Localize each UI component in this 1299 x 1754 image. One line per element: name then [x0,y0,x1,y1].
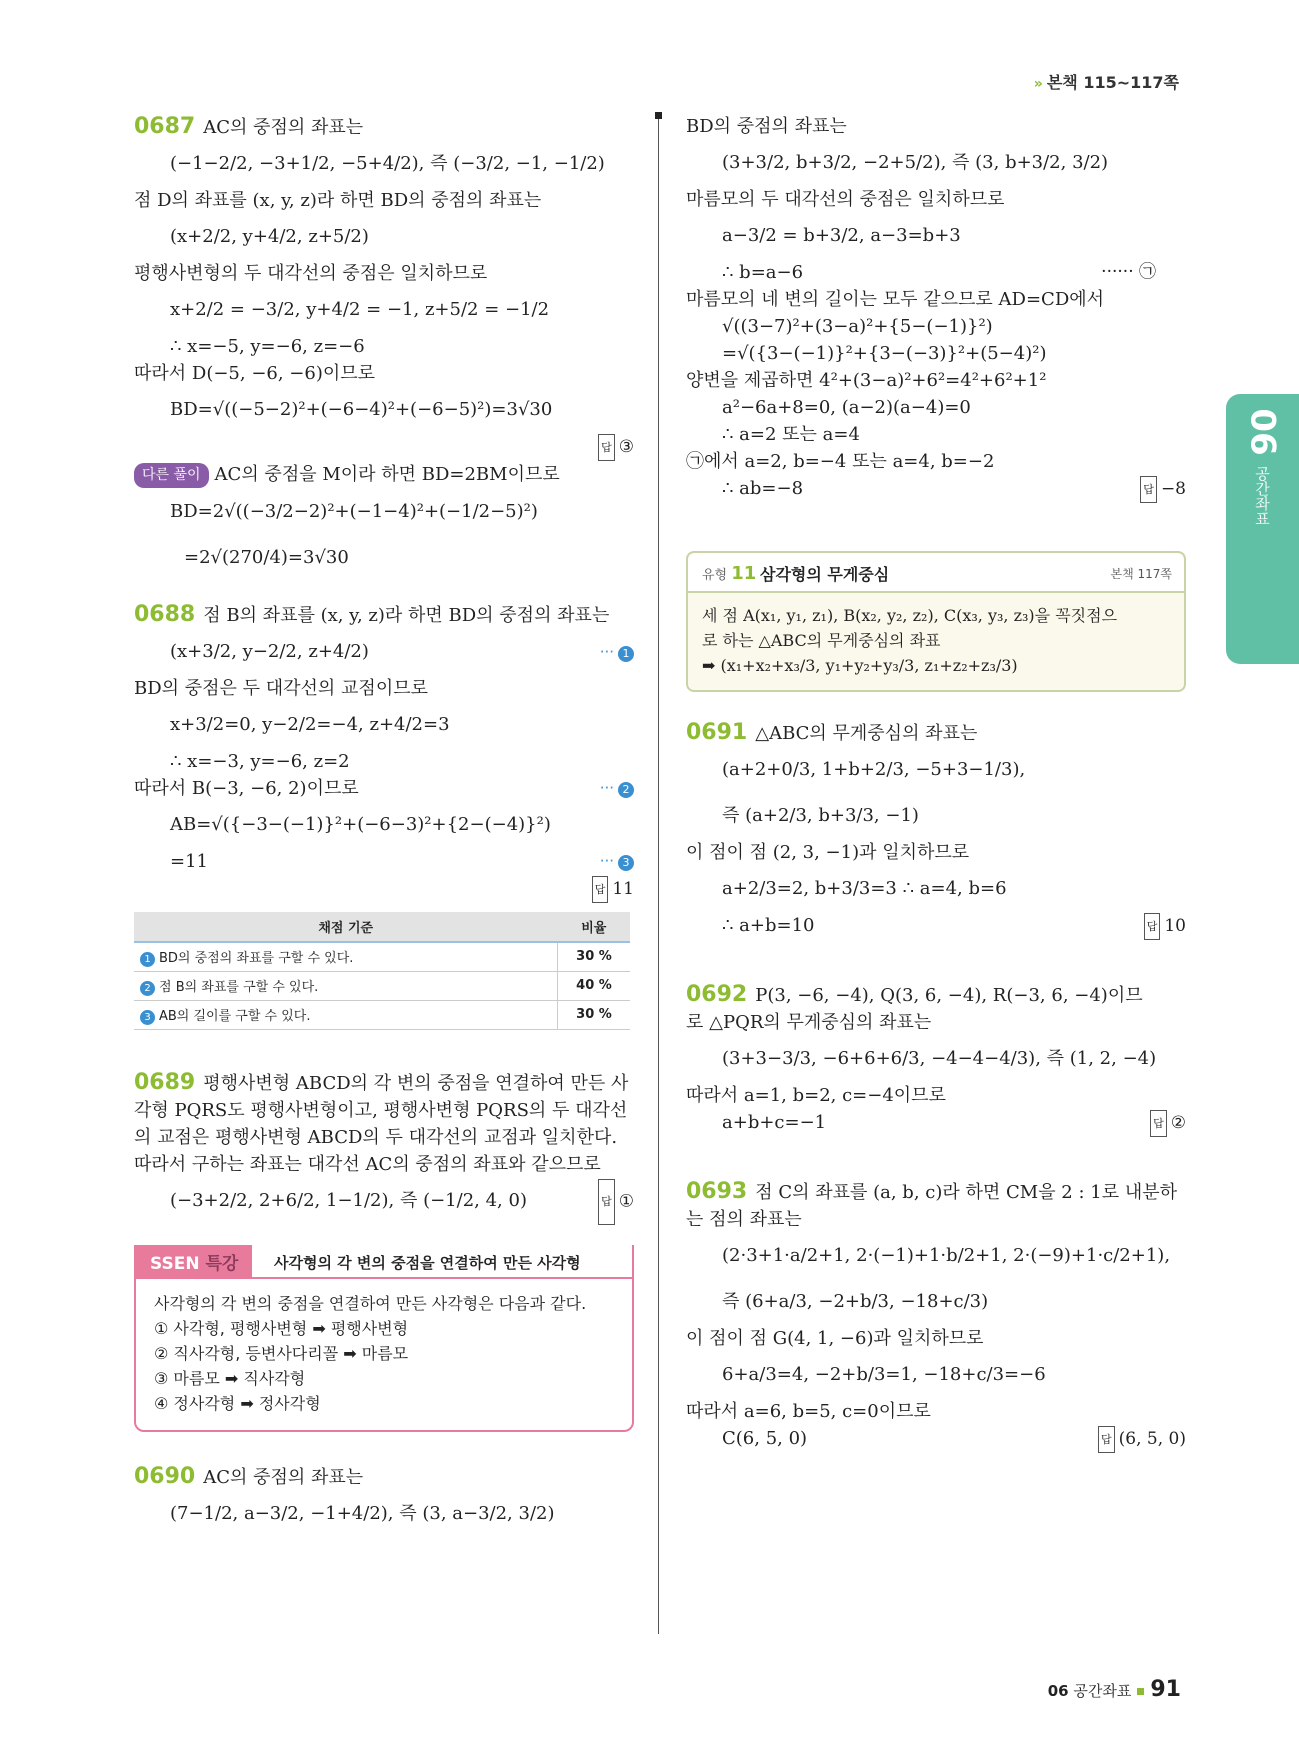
chapter-title: 공간좌표 [1253,466,1271,526]
chapter-tab [1226,394,1299,664]
list-item: ① 사각형, 평행사변형 ➡ 평행사변형 [154,1318,409,1338]
answer: 답 10 [1144,913,1186,940]
problem-0689: 0689 평행사변형 ABCD의 각 변의 중점을 연결하여 만든 사 각형 PQRS도 평행사변형이고, 평행사변형 PQRS의 두 대각선 의 교점은 평행사변형 ABCD의 두 대각선의 교점과 일치한다. 따라서 구하는 좌표는 대각선 AC의 중점의 좌표와 같으므로 (−3+2/2, 2+6/2, 1−1/2), 즉 (−1/2, 4, 0) 답 ① [134,1070,634,1223]
scoring-table: 채점 기준 비율 1 BD의 중점의 좌표를 구할 수 있다. 30 % 2 점 B의 좌표를 구할 수 있다. 40 % 3 AB의 길이를 구할 수 있다. 30 % [134,912,630,1030]
list-item: ② 직사각형, 등변사다리꼴 ➡ 마름모 [154,1343,409,1363]
table-row: 2 점 B의 좌표를 구할 수 있다. 40 % [134,971,630,1000]
answer: 답 ① [598,1179,634,1225]
answer: 답 ③ [598,434,634,461]
list-item: ④ 정사각형 ➡ 정사각형 [154,1393,321,1413]
list-item: ③ 마름모 ➡ 직사각형 [154,1368,306,1388]
answer: 답 ② [1150,1110,1186,1137]
problem-0687: 0687 AC의 중점의 좌표는 (−1−2/2, −3+1/2, −5+4/2), 즉 (−3/2, −1, −1/2) 점 D의 좌표를 (x, y, z)라 하면 BD의 중점의 좌표는 (x+2/2, y+4/2, z+5/2) 평행사변형의 두 대각선의 중점은 일치하므로 x+2/2 = −3/2, y+4/2 = −1, z+5/2 = −1/2 ∴ x=−5, y=−6, z=−6 따라서 D(−5, −6, −6)이므로 BD=√((−5−2)²+(−6−4)²+(−6−5)²)=3√30 답 ③ 다른 풀이 AC의 중점을 M이라 하면 BD=2BM이므로 BD=2√((−3/2−2)²+(−1−4)²+(−1/2−5)²) =2√(270/4)=3√30 [134,114,634,568]
problem-0690-continued: BD의 중점의 좌표는 (3+3/2, b+3/2, −2+5/2), 즉 (3, b+3/2, 3/2) 마름모의 두 대각선의 중점은 일치하므로 a−3/2 = b+3/2, a−3=b+3 ∴ b=a−6 ······ ㉠ 마름모의 네 변의 길이는 모두 같으므로 AD=CD에서 √((3−7)²+(3−a)²+{5−(−1)}²) =√({3−(−1)}²+{3−(−3)}²+(5−4)²) 양변을 제곱하면 4²+(3−a)²+6²=4²+6²+1² a²−6a+8=0, (a−2)(a−4)=0 ∴ a=2 또는 a=4 ㉠에서 a=2, b=−4 또는 a=4, b=−2 ∴ ab=−8 답 −8 [686,114,1186,501]
page-footer: 06 공간좌표 91 [1047,1677,1181,1702]
problem-0688: 0688 점 B의 좌표를 (x, y, z)라 하면 BD의 중점의 좌표는 (x+3/2, y−2/2, z+4/2) ··· 1 BD의 중점은 두 대각선의 교점이므로 x+3/2=0, y−2/2=−4, z+4/2=3 ∴ x=−3, y=−6, z=2 따라서 B(−3, −6, 2)이므로 ··· 2 AB=√({−3−(−1)}²+(−6−3)²+{2−(−4)}²) =11 ··· 3 답 11 채점 기준 비율 1 BD의 중점의 좌표를 구할 수 있다. 30 % 2 점 B의 좌표를 구할 수 있다. 40 % 3 AB의 길이를 구할 수 있다. 30 % [134,602,634,1030]
page-reference: » 본책 115~117쪽 [1033,73,1179,92]
right-column [686,112,1186,1453]
page-number: 91 [1150,1677,1181,1702]
table-row: 3 AB의 길이를 구할 수 있다. 30 % [134,1000,630,1029]
ssen-special-box: SSEN 특강 사각형의 각 변의 중점을 연결하여 만든 사각형 사각형의 각 변의 중점을 연결하여 만든 사각형은 다음과 같다. ① 사각형, 평행사변형 ➡ 평행사변형 ② 직사각형, 등변사다리꼴 ➡ 마름모 ③ 마름모 ➡ 직사각형 ④ 정사각형 ➡ 정사각형 [134,1245,634,1432]
problem-0690: 0690 AC의 중점의 좌표는 (7−1/2, a−3/2, −1+4/2), 즉 (3, a−3/2, 3/2) [134,1463,555,1524]
left-column [134,112,634,1538]
type-11-box: 유형 11 삼각형의 무게중심 본책 117쪽 세 점 A(x₁, y₁, z₁), B(x₂, y₂, z₂), C(x₃, y₃, z₃)을 꼭짓점으 로 하는 △ABC의 무게중심의 좌표 ➡ (x₁+x₂+x₃/3, y₁+y₂+y₃/3, z₁+z₂+z₃/3) [686,551,1186,692]
column-divider [658,112,659,1634]
problem-0692: 0692 P(3, −6, −4), Q(3, 6, −4), R(−3, 6, −4)이므 로 △PQR의 무게중심의 좌표는 (3+3−3/3, −6+6+6/3, −4−4−4/3), 즉 (1, 2, −4) 따라서 a=1, b=2, c=−4이므로 a+b+c=−1 답 ② [686,982,1186,1135]
problem-0693: 0693 점 C의 좌표를 (a, b, c)라 하면 CM을 2 : 1로 내분하 는 점의 좌표는 (2·3+1·a/2+1, 2·(−1)+1·b/2+1, 2·(−9)+1·c/2+1), 즉 (6+a/3, −2+b/3, −18+c/3) 이 점이 점 G(4, 1, −6)과 일치하므로 6+a/3=4, −2+b/3=1, −18+c/3=−6 따라서 a=6, b=5, c=0이므로 C(6, 5, 0) 답 (6, 5, 0) [686,1179,1186,1451]
answer: 답 −8 [1140,476,1186,503]
formula: (−1−2/2, −3+1/2, −5+4/2), 즉 (−3/2, −1, −1/2) [170,153,605,174]
problem-0691: 0691 △ABC의 무게중심의 좌표는 (a+2+0/3, 1+b+2/3, −5+3−1/3), 즉 (a+2/3, b+3/3, −1) 이 점이 점 (2, 3, −1)과 일치하므로 a+2/3=2, b+3/3=3 ∴ a=4, b=6 ∴ a+b=10 답 10 [686,720,1186,938]
ssen-title: 사각형의 각 변의 중점을 연결하여 만든 사각형 [274,1253,581,1272]
chapter-number: 06 [1242,408,1283,456]
table-row: 1 BD의 중점의 좌표를 구할 수 있다. 30 % [134,942,630,972]
answer: 답 11 [592,876,634,903]
answer: 답 (6, 5, 0) [1098,1426,1186,1453]
ssen-tag: SSEN 특강 [136,1245,252,1278]
alt-solution-badge: 다른 풀이 [134,463,209,488]
